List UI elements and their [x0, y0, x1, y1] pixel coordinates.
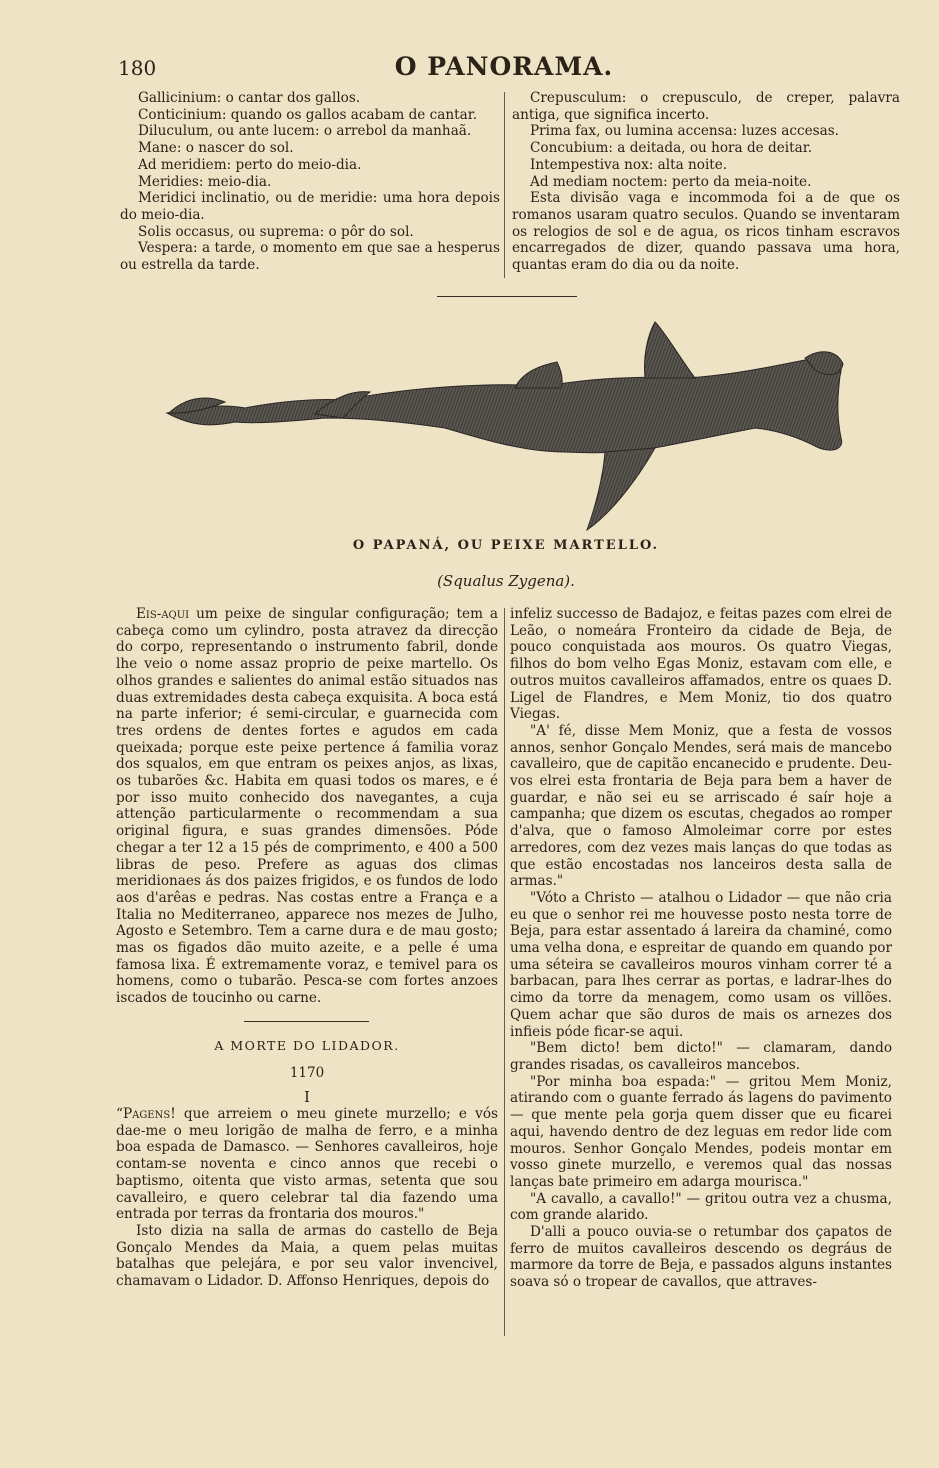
story-divider — [244, 1021, 369, 1022]
hour-entry: Ad mediam noctem: perto da meia-noite. — [530, 173, 812, 190]
hour-entry: Vespera: a tarde, o momento em que sae a hesperus ou estrella da tarde. — [120, 240, 500, 274]
hour-entry: Concubium: a deitada, ou hora de deitar. — [530, 140, 813, 157]
hour-entry: Intempestiva nox: alta noite. — [530, 156, 728, 173]
figure-subcaption: (Squalus Zygena). — [437, 572, 575, 590]
top-right-column — [512, 90, 900, 274]
column-rule-top — [504, 92, 505, 278]
story-paragraph: Isto dizia na salla de armas do castello de Beja Gonçalo Mendes da Maia, a quem pelas muitas batalhas que pelejára, e por seu valor invencivel, chamavam o Lidador. D. Affonso Henriques, depois do — [116, 1222, 498, 1290]
closing-paragraph: Esta divisão vaga e incommoda foi a de que os romanos usaram quatro seculos. Quando se inventaram os relogios de sol e de agua, os ricos tinham escravos encarregados de dizer, quando passava uma hora, quantas eram do dia ou da noite. — [512, 190, 900, 274]
story-year: 1170 — [289, 1064, 325, 1081]
story-paragraph: infeliz successo de Badajoz, e feitas pazes com elrei de Leão, o nomeára Fronteiro da cidade de Beja, de pouco conquistada aos mouros. Os quatro Viegas, filhos do bom velho Egas Moniz, estavam com elle, e outros muitos cavalleiros affamados, entre os quaes D. Ligel de Flandres, e Mem Moniz, tio dos quatro Viegas. — [510, 606, 892, 723]
figure-caption: O PAPANÁ, OU PEIXE MARTELLO. — [352, 538, 660, 553]
page-header — [118, 50, 890, 84]
second-dorsal-fin — [515, 362, 562, 388]
hour-entry: Meridici inclinatio, ou de meridie: uma hora depois do meio-dia. — [120, 190, 500, 223]
dorsal-fin — [644, 322, 695, 378]
hour-entry: Meridies: meio-dia. — [138, 173, 272, 190]
hour-entry: Gallicinium: o cantar dos gallos. — [138, 90, 361, 106]
hour-entry: Crepusculum: o crepusculo, de creper, palavra antiga, que significa incerto. — [512, 90, 900, 123]
page-number: 180 — [118, 56, 157, 80]
body-right-column — [510, 606, 892, 1291]
story-paragraph: "Por minha boa espada:" — gritou Mem Moniz, atirando com o guante ferrado ás lagens do pavimento — que mente pela gorja quem disser que eu ficarei aqui, havendo dentro de dez leguas em redor lide com mouros. Senhor Gonçalo Mendes, podeis montar em vosso ginete murzello, e veremos qual das nossas lanças bate primeiro em adarga mourisca." — [510, 1073, 892, 1190]
story-paragraph: "Bem dicto! bem dicto!" — clamaram, dando grandes risadas, os cavalleiros mancebos. — [510, 1040, 892, 1073]
story-text: que arreiem o meu ginete murzello; e vós dae-me o meu lorigão de malha de ferro, e a minha boa espada de Damasco. — Senhores cavalleiros, hoje contam-se noventa e cinco annos que recebi o baptismo, oitenta que visto armas, setenta que sou cavalleiro, e quero celebrar tal dia fazendo uma entrada por terras da frontaria dos mouros." — [116, 1105, 498, 1223]
hour-entry: Conticinium: quando os gallos acabam de cantar. — [138, 106, 478, 123]
hour-entry: Ad meridiem: perto do meio-dia. — [138, 156, 362, 173]
shark-text: um peixe de singular configuração; tem a cabeça como um cylindro, posta atravez da direcção do corpo, representando o instrumento fabril, donde lhe veio o nome assaz proprio de peixe martello. Os olhos grandes e salientes do animal estão situados nas duas extremidades desta cabeça exquisita. A boca está na parte inferior; é semi-circular, e guarnecida com tres ordens de dentes fortes e agudos em cada queixada; porque este peixe pertence á familia voraz dos squalos, em que entram os peixes anjos, as lixas, os tubarões &c. Habita em quasi todos os mares, e é por isso muito conhecido dos navegantes, a cuja attenção particularmente o recommendam a sua original figura, e suas grandes dimensões. Póde chegar a ter 12 a 15 pés de comprimento, e 400 a 500 libras de peso. Prefere as aguas dos climas meridionaes ás dos paizes frigidos, e os fundos de lodo aos d'arêas e pedras. Nas costas entre a França e a Italia no Mediterraneo, apparece nos mezes de Julho, Agosto e Setembro. Tem a carne dura e de mau gosto; mas os figados dão muito azeite, e a pelle é uma famosa lixa. É extremamente voraz, e temivel para os homens, como o tubarão. Pesca-se com fortes anzoes iscados de toucinho ou carne. — [116, 606, 498, 1007]
story-paragraph: D'alli a pouco ouvia-se o retumbar dos çapatos de ferro de muitos cavalleiros descendo os degráus de marmore da torre de Beja, e passados alguns instantes soava só o tropear de cavallos, que attraves- — [510, 1224, 892, 1291]
body-left-column — [116, 606, 498, 1290]
hour-entry: Solis occasus, ou suprema: o pôr do sol. — [138, 223, 414, 240]
lead-word: Pagens! — [122, 1105, 176, 1122]
hour-entry: Mane: o nascer do sol. — [138, 140, 294, 157]
column-rule-bottom — [504, 608, 505, 1336]
hour-entry: Prima fax, ou lumina accensa: luzes accesas. — [530, 123, 840, 140]
chapter-number: I — [304, 1088, 310, 1107]
story-paragraph: "A cavallo, a cavallo!" — gritou outra vez a chusma, com grande alarido. — [510, 1190, 892, 1224]
section-divider — [437, 296, 577, 297]
hammerhead-shark-illustration — [165, 318, 850, 536]
story-paragraph: "A' fé, disse Mem Moniz, que a festa de vossos annos, senhor Gonçalo Mendes, será mais de mancebo cavalleiro, que de capitão encanecido e prudente. Deu-vos elrei esta frontaria de Beja para bem a haver de guardar, e não sei eu se arriscado é saír hoje a campanha; que dizem os escutas, chegados ao romper d'alva, que o famoso Almoleimar corre por estes arredores, com dez vezes mais lanças do que todas as que estão encostadas nos lanceiros desta salla de armas." — [510, 722, 892, 890]
shark-description — [116, 606, 498, 1007]
story-title: A MORTE DO LIDADOR. — [214, 1037, 400, 1053]
pectoral-fin — [587, 448, 655, 530]
hour-entry: Diluculum, ou ante lucem: o arrebol da manhaã. — [138, 123, 472, 140]
story-paragraph: "Vóto a Christo — atalhou o Lidador — que não cria eu que o senhor rei me houvesse posto nesta torre de Beja, para estar assentado á lareira da chaminé, como uma velha dona, e espreitar de quando em quando por uma séteira se cavalleiros mouros vinham correr té a barbacan, para lhes cerrar as portas, e ladrar-lhes do cimo da torre da menagem, como usam os villões. Quem achar que são duros de mais os arnezes dos infieis póde ficar-se aqui. — [510, 889, 892, 1040]
lead-word: Eis-aqui — [136, 606, 190, 622]
top-left-column — [120, 90, 500, 274]
running-title: O PANORAMA. — [394, 52, 614, 81]
story-paragraph: “Pagens! que arreiem o meu ginete murzello; e vós dae-me o meu lorigão de malha de ferro, e a minha boa espada de Damasco. — Senhores cavalleiros, hoje contam-se noventa e cinco annos que recebi o baptismo, oitenta que visto armas, setenta que sou cavalleiro, e quero celebrar tal dia fazendo uma entrada por terras da frontaria dos mouros." — [116, 1105, 498, 1223]
